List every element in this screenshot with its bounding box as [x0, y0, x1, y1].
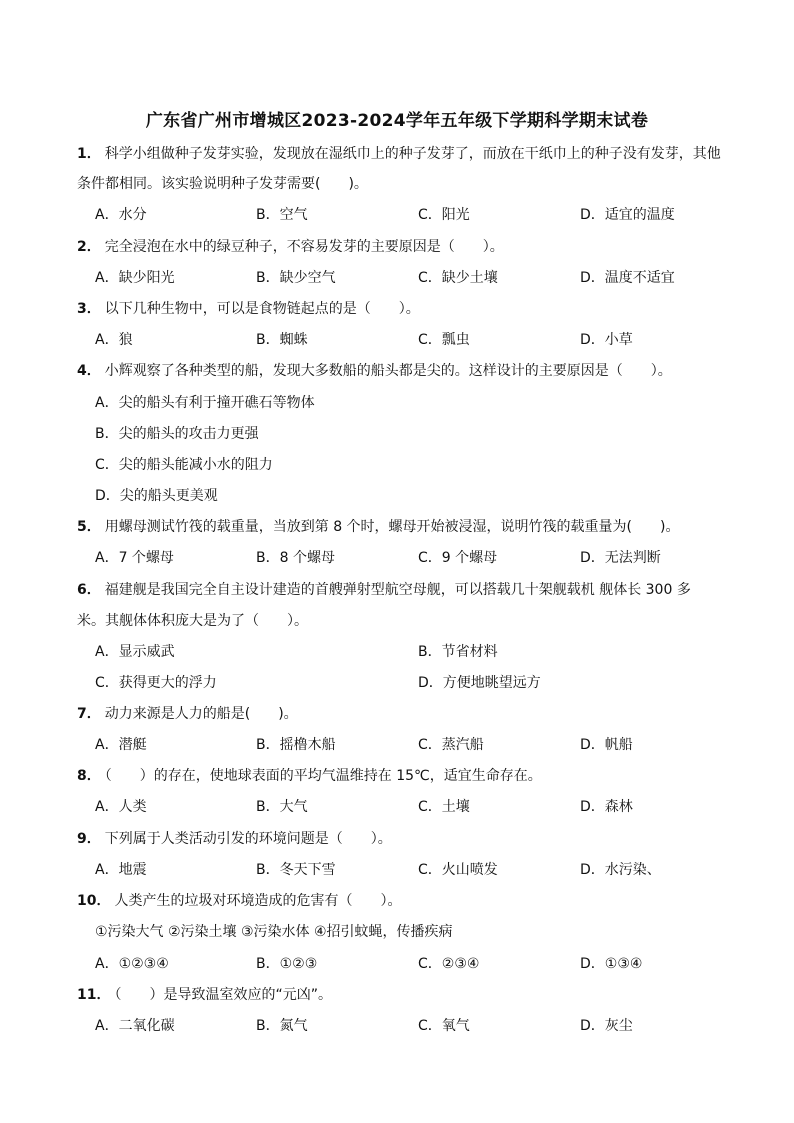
- option-d[interactable]: D．帆船: [580, 737, 633, 753]
- option-d[interactable]: D．灰尘: [580, 1018, 633, 1034]
- question-text: （ ）的存在，使地球表面的平均气温维持在 15℃，适宜生命存在。: [104, 768, 542, 784]
- question-5: [77, 518, 679, 536]
- question-text: 用螺母测试竹筏的载重量，当放到第 8 个时，螺母开始被浸湿，说明竹筏的载重量为( )。: [104, 519, 680, 535]
- question-4: [77, 362, 672, 380]
- question-number: 6．: [77, 582, 101, 598]
- option-d[interactable]: D．适宜的温度: [580, 207, 675, 223]
- option-c[interactable]: C．氧气: [418, 1018, 470, 1034]
- question-text: 动力来源是人力的船是( )。: [104, 706, 298, 722]
- option-a[interactable]: A．地震: [95, 862, 147, 878]
- option-d[interactable]: D．水污染、: [580, 862, 661, 878]
- option-a[interactable]: A．尖的船头有利于撞开礁石等物体: [95, 395, 315, 411]
- option-a[interactable]: A．7 个螺母: [95, 550, 174, 566]
- option-b[interactable]: B．尖的船头的攻击力更强: [95, 426, 259, 442]
- question-number: 11．: [77, 987, 111, 1003]
- option-b[interactable]: B．蜘蛛: [256, 332, 308, 348]
- question-number: 2．: [77, 239, 101, 255]
- option-d[interactable]: D．温度不适宜: [580, 270, 675, 286]
- option-d[interactable]: D．方便地眺望远方: [418, 675, 541, 691]
- option-b[interactable]: B．节省材料: [418, 644, 498, 660]
- question-number: 4．: [77, 363, 101, 379]
- question-text: （ ）是导致温室效应的“元凶”。: [114, 987, 332, 1003]
- question-3: [77, 300, 420, 318]
- question-7: [77, 705, 298, 723]
- question-text: 科学小组做种子发芽实验，发现放在湿纸巾上的种子发芽了，而放在干纸巾上的种子没有发芽，其他: [104, 146, 721, 162]
- option-d[interactable]: D．尖的船头更美观: [95, 488, 218, 504]
- option-c[interactable]: C．蒸汽船: [418, 737, 484, 753]
- option-c[interactable]: C．获得更大的浮力: [95, 675, 217, 691]
- option-b[interactable]: B．①②③: [256, 956, 318, 972]
- question-8: [77, 767, 542, 785]
- option-b[interactable]: B．缺少空气: [256, 270, 336, 286]
- option-c[interactable]: C．尖的船头能减小水的阻力: [95, 457, 273, 473]
- option-b[interactable]: B．空气: [256, 207, 308, 223]
- option-c[interactable]: C．9 个螺母: [418, 550, 498, 566]
- option-c[interactable]: C．阳光: [418, 207, 470, 223]
- option-b[interactable]: B．摇橹木船: [256, 737, 336, 753]
- option-a[interactable]: A．二氧化碳: [95, 1018, 175, 1034]
- option-c[interactable]: C．土壤: [418, 799, 470, 815]
- option-a[interactable]: A．显示威武: [95, 644, 175, 660]
- question-text: 下列属于人类活动引发的环境问题是（ ）。: [104, 831, 392, 847]
- question-number: 5．: [77, 519, 101, 535]
- question-9: [77, 830, 392, 848]
- option-a[interactable]: A．人类: [95, 799, 147, 815]
- question-1: [77, 145, 721, 163]
- question-number: 1．: [77, 146, 101, 162]
- option-b[interactable]: B．大气: [256, 799, 308, 815]
- question-text: 以下几种生物中，可以是食物链起点的是（ ）。: [104, 301, 420, 317]
- option-a[interactable]: A．狼: [95, 332, 133, 348]
- question-number: 10．: [77, 893, 111, 909]
- option-c[interactable]: C．②③④: [418, 956, 480, 972]
- option-d[interactable]: D．小草: [580, 332, 633, 348]
- option-a[interactable]: A．缺少阳光: [95, 270, 175, 286]
- question-2: [77, 238, 504, 256]
- question-text-continued: 米。其舰体体积庞大是为了（ ）。: [77, 613, 308, 629]
- question-statements: ①污染大气 ②污染土壤 ③污染水体 ④招引蚊蝇，传播疾病: [95, 924, 453, 940]
- option-b[interactable]: B．8 个螺母: [256, 550, 335, 566]
- question-text: 完全浸泡在水中的绿豆种子，不容易发芽的主要原因是（ ）。: [104, 239, 504, 255]
- option-d[interactable]: D．森林: [580, 799, 633, 815]
- question-6: [77, 581, 691, 599]
- option-d[interactable]: D．①③④: [580, 956, 643, 972]
- option-c[interactable]: C．缺少土壤: [418, 270, 498, 286]
- question-number: 7．: [77, 706, 101, 722]
- exam-title: 广东省广州市增城区2023-2024学年五年级下学期科学期末试卷: [145, 111, 649, 131]
- option-b[interactable]: B．冬天下雪: [256, 862, 336, 878]
- option-a[interactable]: A．潜艇: [95, 737, 147, 753]
- question-text: 人类产生的垃圾对环境造成的危害有（ ）。: [114, 893, 402, 909]
- question-11: [77, 986, 332, 1004]
- question-number: 3．: [77, 301, 101, 317]
- question-10: [77, 892, 401, 910]
- option-b[interactable]: B．氮气: [256, 1018, 308, 1034]
- question-text: 小辉观察了各种类型的船，发现大多数船的船头都是尖的。这样设计的主要原因是（ ）。: [104, 363, 672, 379]
- question-number: 9．: [77, 831, 101, 847]
- option-d[interactable]: D．无法判断: [580, 550, 661, 566]
- option-c[interactable]: C．火山喷发: [418, 862, 498, 878]
- question-text-continued: 条件都相同。该实验说明种子发芽需要( )。: [77, 176, 368, 192]
- option-c[interactable]: C．瓢虫: [418, 332, 470, 348]
- option-a[interactable]: A．水分: [95, 207, 147, 223]
- question-number: 8．: [77, 768, 101, 784]
- question-text: 福建舰是我国完全自主设计建造的首艘弹射型航空母舰，可以搭载几十架舰载机 舰体长 300 多: [104, 582, 691, 598]
- option-a[interactable]: A．①②③④: [95, 956, 169, 972]
